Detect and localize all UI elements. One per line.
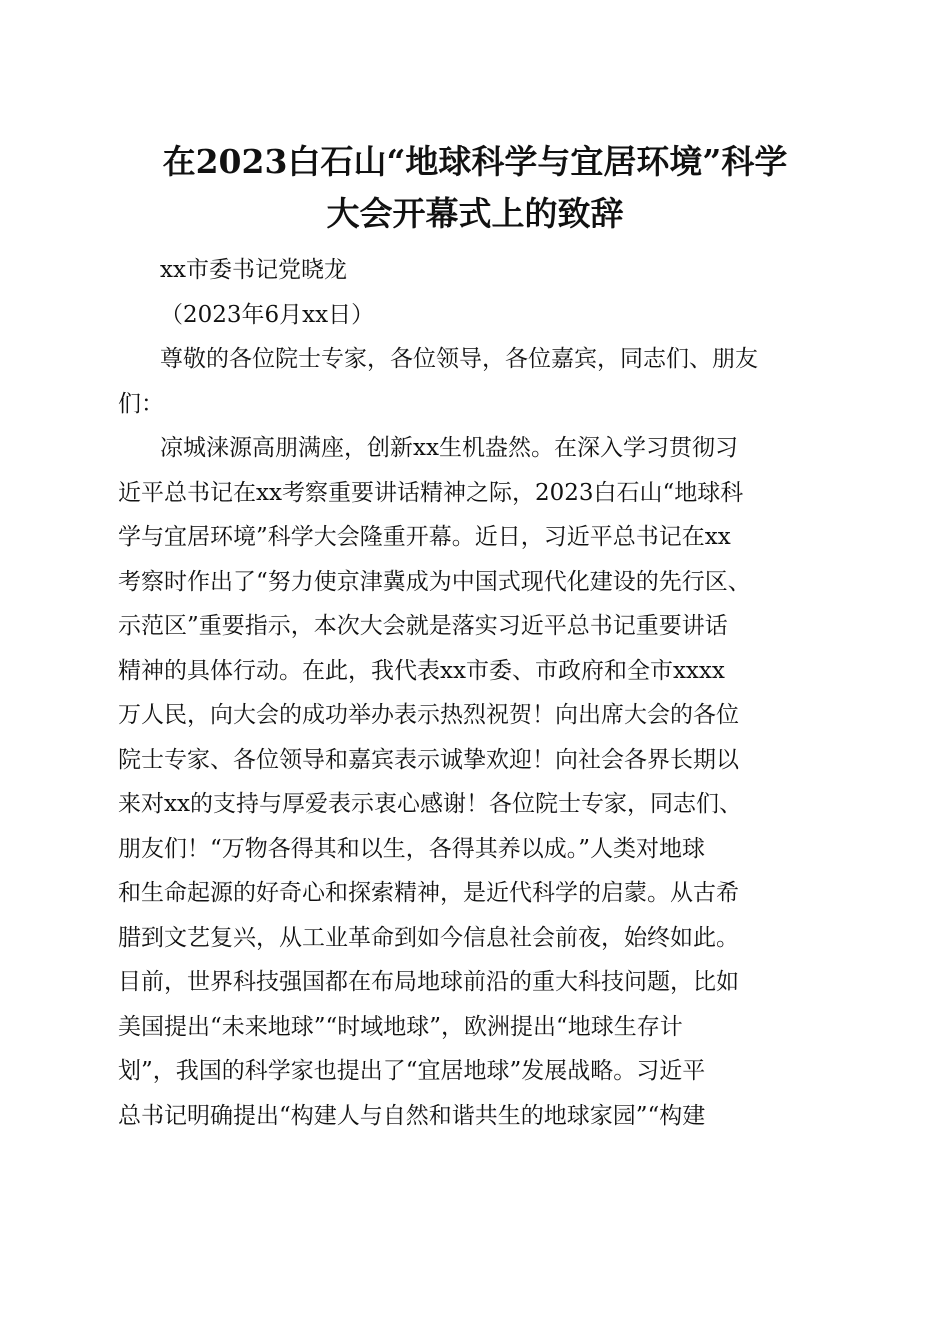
paragraph-line: 凉城涞源高朋满座，创新xx生机盎然。在深入学习贯彻习: [160, 435, 738, 461]
salutation-line: 尊敬的各位院士专家，各位领导，各位嘉宾，同志们、朋友: [160, 346, 758, 372]
document-body: [118, 248, 838, 1138]
paragraph-line: 目前，世界科技强国都在布局地球前沿的重大科技问题，比如: [118, 969, 739, 995]
paragraph-line: 腊到文艺复兴，从工业革命到如今信息社会前夜，始终如此。: [118, 924, 739, 951]
paragraph-line: 美国提出“未来地球”“时域地球”，欧洲提出“地球生存计: [118, 1013, 683, 1040]
paragraph-line: 精神的具体行动。在此，我代表xx市委、市政府和全市xxxx: [118, 657, 725, 684]
title-line: 在2023白石山“地球科学与宜居环境”科学: [162, 142, 788, 181]
paragraph-line: 学与宜居环境”科学大会隆重开幕。近日，习近平总书记在xx: [118, 524, 731, 550]
title-line: 大会开幕式上的致辞: [326, 194, 624, 233]
paragraph-line: 考察时作出了“努力使京津冀成为中国式现代化建设的先行区、: [118, 568, 751, 595]
paragraph-line: 总书记明确提出“构建人与自然和谐共生的地球家园”“构建: [118, 1102, 706, 1129]
paragraph-line: 划”，我国的科学家也提出了“宜居地球”发展战略。习近平: [118, 1058, 706, 1084]
paragraph-line: 来对xx的支持与厚爱表示衷心感谢！各位院士专家，同志们、: [118, 791, 742, 817]
paragraph-line: 和生命起源的好奇心和探索精神，是近代科学的启蒙。从古希: [118, 880, 739, 906]
paragraph-line: 院士专家、各位领导和嘉宾表示诚挚欢迎！向社会各界长期以: [118, 746, 739, 773]
document-title: [118, 136, 832, 240]
author-line: xx市委书记党晓龙: [160, 257, 347, 283]
paragraph-line: 朋友们！“万物各得其和以生，各得其养以成。”人类对地球: [118, 835, 706, 862]
paragraph-line: 万人民，向大会的成功举办表示热烈祝贺！向出席大会的各位: [118, 702, 739, 728]
paragraph-line: 示范区”重要指示，本次大会就是落实习近平总书记重要讲话: [118, 613, 728, 639]
salutation-line: 们：: [118, 390, 164, 417]
date-line: （2023年6月xx日）: [160, 301, 375, 328]
paragraph-line: 近平总书记在xx考察重要讲话精神之际，2023白石山“地球科: [118, 479, 744, 506]
